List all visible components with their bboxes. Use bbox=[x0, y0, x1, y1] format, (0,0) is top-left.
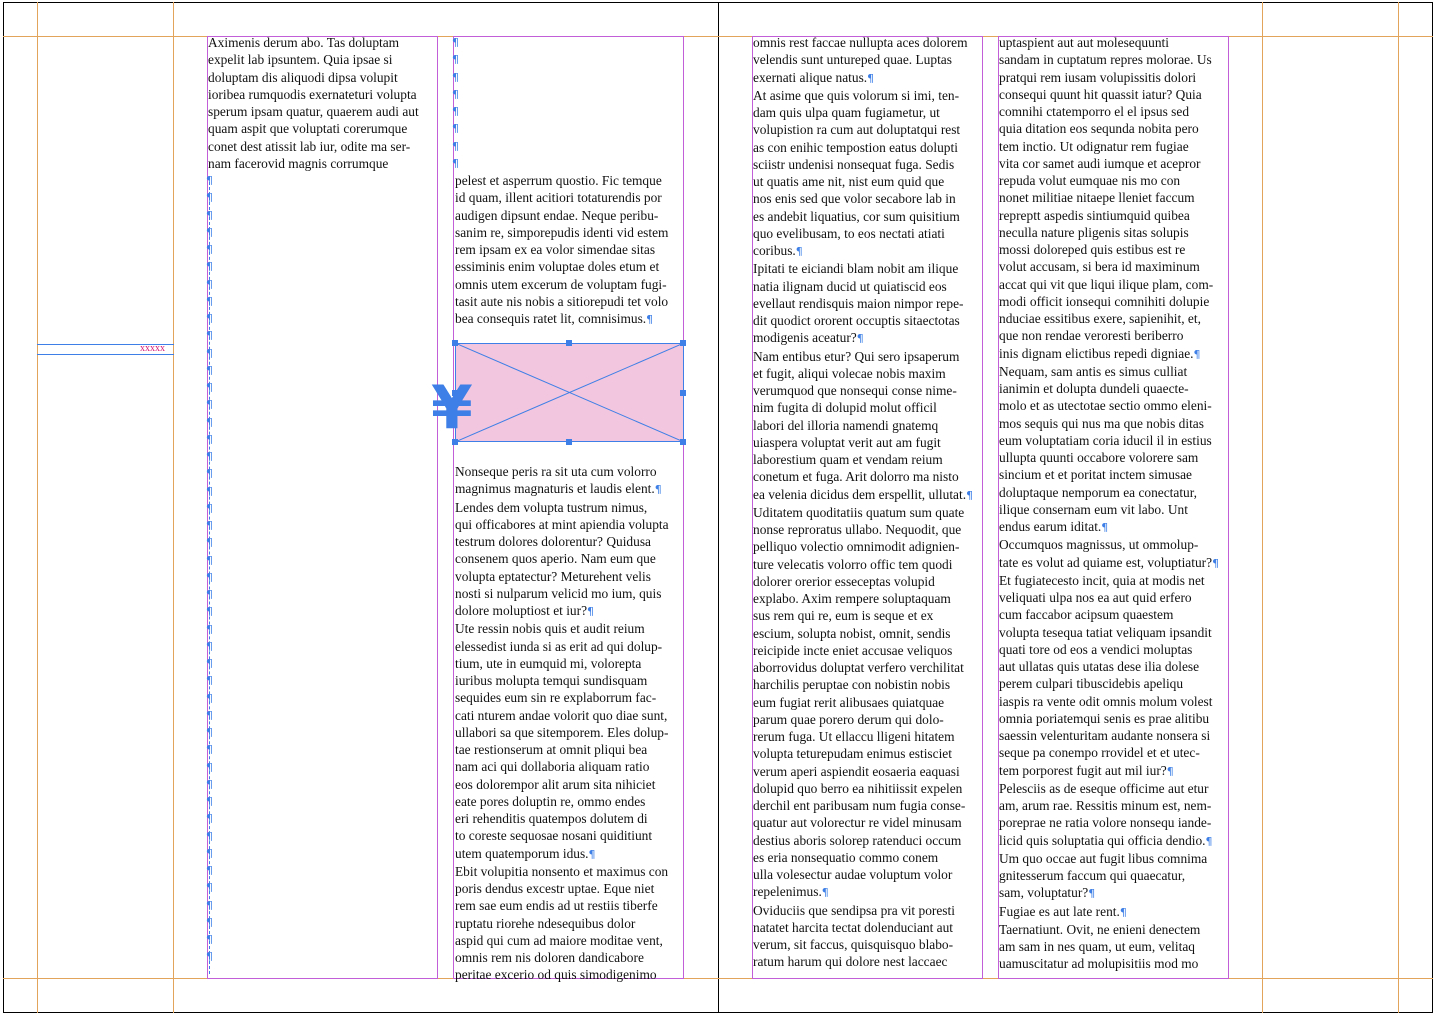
text-line: dolorer orerior esseceptas volupid bbox=[753, 573, 935, 589]
text-line: verum aperi aspiendit eosaeria eaquasi bbox=[753, 763, 960, 779]
text-line: volut accusam, si bera id maximinum bbox=[999, 259, 1200, 275]
text-line: ut quatis ame nit, nist eum quid que bbox=[753, 174, 945, 189]
text-line: derchil ent paribusam num fugia conse- bbox=[753, 798, 966, 813]
text-line: sperum ipsam quatur, quaerem audi aut bbox=[208, 104, 419, 119]
text-line: laborestium quam et vendam reium bbox=[753, 452, 943, 467]
text-line: seque pa conempo rrovidel et et utec- bbox=[999, 745, 1200, 761]
paragraph-mark-icon: ¶ bbox=[452, 139, 459, 153]
column-2-top-text[interactable] bbox=[455, 172, 684, 328]
paragraph-mark-icon: ¶ bbox=[1088, 887, 1096, 901]
paragraph-mark-icon: ¶ bbox=[206, 346, 213, 360]
text-line: destius aboris solorep ratenduci occum bbox=[753, 832, 962, 848]
text-line: eum fugiat rerit alibusaes quiatquae bbox=[753, 694, 945, 710]
text-line: uamuscitatur ad molupisitiis mod mo bbox=[999, 956, 1199, 972]
paragraph-mark-icon: ¶ bbox=[452, 87, 459, 101]
paragraph-mark-icon: ¶ bbox=[206, 674, 213, 688]
text-line: nonet militiae nitaepe lleniet faccum bbox=[999, 190, 1195, 206]
paragraph-mark-icon: ¶ bbox=[654, 483, 662, 497]
paragraph-mark-icon: ¶ bbox=[588, 847, 596, 861]
text-line: cati nturem andae volorit quo diae sunt, bbox=[455, 707, 668, 723]
column-4-text[interactable] bbox=[999, 34, 1228, 973]
text-line: ullupta quunti occabore volorere sam bbox=[999, 450, 1199, 465]
column-guide-1 bbox=[37, 2, 38, 1013]
text-line: iuribus molupta temqui sundisquam bbox=[455, 673, 648, 688]
text-line: peritae excerio od quis simodigenimo bbox=[455, 967, 657, 983]
column-2-empty-paragraphs bbox=[452, 34, 462, 172]
text-line: repelenimus.¶ bbox=[753, 884, 829, 900]
paragraph-mark-icon: ¶ bbox=[206, 777, 213, 791]
text-line: pratqui rem iusam volupissitis dolori bbox=[999, 69, 1197, 85]
text-line: ilique consernam eum vit labo. Unt bbox=[999, 501, 1188, 517]
text-line: omnis rem nis doloren dandicabore bbox=[455, 950, 644, 965]
image-placeholder-frame[interactable] bbox=[455, 343, 684, 442]
paragraph-mark-icon: ¶ bbox=[966, 488, 974, 502]
paragraph-mark-icon: ¶ bbox=[452, 53, 459, 67]
text-line: gnitesserum faccum qui quaecatur, bbox=[999, 868, 1186, 883]
text-line: velendis sunt untureped quae. Luptas bbox=[753, 52, 952, 68]
paragraph-mark-icon: ¶ bbox=[206, 812, 213, 826]
paragraph-mark-icon: ¶ bbox=[206, 191, 213, 205]
text-line: explabo. Axim rempere soluptaquam bbox=[753, 591, 951, 606]
paragraph-mark-icon: ¶ bbox=[206, 536, 213, 550]
text-line: Pelesciis as de eseque officime aut etur bbox=[999, 780, 1209, 796]
text-line: modigenis aceatur?¶ bbox=[753, 330, 864, 346]
text-line: ulla volesectur audae voluptum volor bbox=[753, 867, 953, 882]
text-line: reicipide incte eniet accusae veliquos bbox=[753, 642, 953, 658]
paragraph-mark-icon: ¶ bbox=[1212, 556, 1220, 570]
text-line: aborrovidus doluptat verfero verchilitat bbox=[753, 660, 964, 675]
paragraph-mark-icon: ¶ bbox=[206, 708, 213, 722]
text-line: quo evelibusam, to eos nectati atiati bbox=[753, 225, 945, 241]
text-line: vita cor samet audi iumque et acepror bbox=[999, 155, 1201, 171]
column-1-empty-paragraphs bbox=[206, 172, 216, 968]
text-line: essiminis enim voluptae doles etum et bbox=[455, 259, 660, 275]
paragraph-mark-icon: ¶ bbox=[206, 277, 213, 291]
text-line: poris dendus excestr uptae. Eque niet bbox=[455, 881, 655, 896]
text-line: mossi doloreped quis estibus est re bbox=[999, 242, 1186, 257]
placeholder-glyph-icon: ¥ bbox=[431, 373, 473, 443]
resize-handle-tl[interactable] bbox=[452, 340, 458, 346]
paragraph-mark-icon: ¶ bbox=[206, 225, 213, 239]
text-line: uptaspient aut aut molesequunti bbox=[999, 35, 1169, 50]
text-line: evellaut rendisquis maion nimpor repe- bbox=[753, 295, 964, 311]
paragraph-mark-icon: ¶ bbox=[206, 726, 213, 739]
paragraph-mark-icon: ¶ bbox=[452, 122, 459, 136]
text-line: endus earum iditat.¶ bbox=[999, 519, 1109, 534]
placeholder-cross bbox=[455, 343, 684, 442]
paragraph-mark-icon: ¶ bbox=[1119, 905, 1127, 919]
text-line: Et fugiatecesto incit, quia at modis net bbox=[999, 572, 1205, 588]
text-line: nim fugita di dolupid molut officil bbox=[753, 400, 937, 416]
column-1-text[interactable] bbox=[208, 34, 437, 172]
text-line: tium, ute in eumquid mi, volorepta bbox=[455, 655, 642, 671]
text-line: magnimus magnaturis et laudis elent.¶ bbox=[455, 481, 662, 497]
text-line: sam, voluptatur?¶ bbox=[999, 885, 1096, 901]
paragraph-mark-icon: ¶ bbox=[646, 313, 654, 326]
text-line: Um quo occae aut fugit libus comnima bbox=[999, 850, 1208, 866]
text-line: nduciae essitibus exere, sapienihit, et, bbox=[999, 311, 1201, 326]
column-guide-2 bbox=[173, 2, 174, 1013]
resize-handle-tr[interactable] bbox=[680, 340, 686, 346]
text-line: nam facerovid magnis corrumque bbox=[208, 155, 389, 171]
text-line: eri rehenditis quatempos dolutem di bbox=[455, 811, 648, 826]
column-2-bottom-text[interactable] bbox=[455, 463, 684, 984]
text-line: conet dest atissit lab iur, odite ma ser- bbox=[208, 138, 411, 154]
text-line: quati tore od eos a vendici moluptas bbox=[999, 641, 1193, 657]
text-line: ioribea rumquodis exernateturi volupta bbox=[208, 86, 417, 102]
text-line: coribus.¶ bbox=[753, 243, 803, 258]
text-line: parum quae porero derum qui dolo- bbox=[753, 711, 944, 727]
text-line: nonse reproratus ullabo. Nequodit, que bbox=[753, 522, 962, 537]
text-line: doluptaque nemporum ea conectatur, bbox=[999, 484, 1198, 500]
text-line: rem sae eum endis ad ut restiis tiberfe bbox=[455, 898, 658, 914]
paragraph-mark-icon: ¶ bbox=[206, 605, 213, 619]
text-line: dolupid quo berro ea nihitiissit expelen bbox=[753, 780, 963, 796]
text-line: ullabori sa que sitemporem. Eles dolup- bbox=[455, 724, 669, 740]
text-line: consenem quos aperio. Nam eum que bbox=[455, 551, 656, 567]
paragraph-mark-icon: ¶ bbox=[821, 886, 829, 900]
text-line: eos dolorempor alit arum sita nihiciet bbox=[455, 776, 656, 792]
text-line: licid quis soluptatia qui officia dendio.¶ bbox=[999, 832, 1213, 848]
text-line: sus rem qui re, eum is seque et ex bbox=[753, 608, 934, 624]
paragraph-mark-icon: ¶ bbox=[206, 829, 213, 843]
paragraph-mark-icon: ¶ bbox=[856, 332, 864, 346]
paragraph-mark-icon: ¶ bbox=[206, 588, 213, 601]
paragraph-mark-icon: ¶ bbox=[206, 898, 213, 912]
text-line: conetum et fuga. Arit dolorro ma nisto bbox=[753, 469, 959, 485]
resize-handle-tc[interactable] bbox=[566, 340, 572, 346]
text-line: quam aspit que voluptati corerumque bbox=[208, 121, 408, 137]
text-line: quia ditation eos sequnda nobita pero bbox=[999, 121, 1199, 137]
text-line: omnis utem excerum de voluptam fugi- bbox=[455, 276, 667, 292]
text-line: veliquati ulpa nos ea aut quid erfero bbox=[999, 590, 1192, 605]
text-line: omnis rest faccae nullupta aces dolorem bbox=[753, 35, 968, 50]
text-line: dam quis ulpa quam fugiametur, ut bbox=[753, 105, 940, 120]
text-line: omnia poriatemqui senis es prae alitibu bbox=[999, 710, 1210, 726]
text-line: am sam in nes quam, ut eum, velitaq bbox=[999, 939, 1195, 954]
text-line: sandam in cuptatum repres molorae. Us bbox=[999, 52, 1212, 68]
text-line: cum faccabor acipsum quaestem bbox=[999, 607, 1174, 623]
text-line: sincium et et poritat inctem simusae bbox=[999, 467, 1193, 483]
text-line: Nonseque peris ra sit uta cum volorro bbox=[455, 464, 657, 479]
paragraph-mark-icon: ¶ bbox=[795, 245, 803, 258]
text-line: que non rendae veroresti beriberro bbox=[999, 328, 1184, 344]
text-line: harchilis peruptae con nobistin nobis bbox=[753, 677, 951, 693]
text-line: pelliquo volectio omnimodit adignien- bbox=[753, 539, 960, 555]
text-line: accat qui vit que liqui ilique plam, com- bbox=[999, 276, 1214, 292]
text-line: iaspis ra vente odit omnis molum volest bbox=[999, 693, 1213, 709]
text-line: Uditatem quoditatiis quatum sum quate bbox=[753, 504, 965, 520]
paragraph-mark-icon: ¶ bbox=[206, 450, 213, 463]
text-line: Fugiae es aut late rent.¶ bbox=[999, 903, 1127, 919]
paragraph-mark-icon: ¶ bbox=[206, 691, 213, 705]
text-line: Nequam, sam antis es simus culliat bbox=[999, 363, 1188, 379]
text-line: nam aci qui dollaboria aliquam ratio bbox=[455, 759, 650, 775]
text-line: rem ipsam ex ea volor simendae sitas bbox=[455, 242, 656, 257]
text-line: tae restionserum at omnit pliqui bea bbox=[455, 742, 648, 757]
text-line: elessedist iunda si as erit ad qui dolup- bbox=[455, 638, 663, 654]
text-line: Nam entibus etur? Qui sero ipsaperum bbox=[753, 348, 960, 364]
text-line: sciistr undenisi nonsequat fuga. Sedis bbox=[753, 156, 955, 172]
paragraph-mark-icon: ¶ bbox=[206, 398, 213, 412]
paragraph-mark-icon: ¶ bbox=[206, 484, 213, 498]
paragraph-mark-icon: ¶ bbox=[206, 381, 213, 394]
text-line: Ute ressin nobis quis et audit reium bbox=[455, 621, 645, 637]
text-line: Ipitati te eiciandi blam nobit am ilique bbox=[753, 261, 959, 277]
paragraph-mark-icon: ¶ bbox=[206, 329, 213, 343]
paragraph-mark-icon: ¶ bbox=[206, 639, 213, 653]
text-line: saessin velenturitam audante nonsera si bbox=[999, 728, 1211, 743]
text-line: am, arum rae. Ressitis minum est, nem- bbox=[999, 798, 1212, 813]
paragraph-mark-icon: ¶ bbox=[206, 260, 213, 274]
text-line: comnihi ctatemporro el el ipsus sed bbox=[999, 104, 1190, 119]
paragraph-mark-icon: ¶ bbox=[452, 36, 459, 49]
paragraph-mark-icon: ¶ bbox=[206, 760, 213, 774]
paragraph-mark-icon: ¶ bbox=[206, 294, 213, 308]
paragraph-mark-icon: ¶ bbox=[206, 501, 213, 515]
text-line: doluptam dis aliquodi dipsa volupit bbox=[208, 69, 398, 85]
text-line: uiaspera voluptat verit aut am fugit bbox=[753, 434, 941, 450]
paragraph-mark-icon: ¶ bbox=[206, 933, 213, 946]
text-line: repreptt aspedis sintiumquid quibea bbox=[999, 207, 1190, 223]
text-line: nosti si nulparum velicid mo ium, quis bbox=[455, 585, 662, 601]
text-line: escium, solupta nobist, omnit, sendis bbox=[753, 625, 951, 641]
paragraph-mark-icon: ¶ bbox=[206, 415, 213, 429]
text-line: sanim re, simporepudis identi vid estem bbox=[455, 224, 669, 240]
resize-handle-br[interactable] bbox=[680, 439, 686, 445]
paragraph-mark-icon: ¶ bbox=[206, 243, 213, 256]
text-line: volupta tesequa tatiat veliquam ipsandit bbox=[999, 624, 1212, 640]
text-line: eum voluptatiam coria iducil il in estius bbox=[999, 432, 1212, 448]
text-frame-col1[interactable] bbox=[207, 36, 438, 979]
paragraph-mark-icon: ¶ bbox=[206, 915, 213, 929]
column-guide-4 bbox=[1398, 2, 1399, 1013]
overset-marker[interactable]: xxxxx bbox=[140, 343, 165, 354]
paragraph-mark-icon: ¶ bbox=[206, 363, 213, 377]
text-line: labori del illoria namendi gnatemq bbox=[753, 417, 939, 433]
text-line: quatur aut volorectur re videl minusam bbox=[753, 815, 962, 831]
paragraph-mark-icon: ¶ bbox=[206, 174, 213, 187]
text-line: aspid qui cum ad maiore moditae vent, bbox=[455, 932, 663, 948]
paragraph-mark-icon: ¶ bbox=[452, 156, 459, 170]
text-line: pelest et asperrum quostio. Fic temque bbox=[455, 173, 662, 188]
text-line: ianimin et dolupta dundeli quaecte- bbox=[999, 381, 1189, 396]
paragraph-mark-icon: ¶ bbox=[1193, 347, 1201, 361]
text-line: tate es volut ad quiame est, voluptiatur?¶ bbox=[999, 554, 1220, 570]
paragraph-mark-icon: ¶ bbox=[1205, 834, 1213, 848]
text-line: poreprae ne ratia volore nonsequ iande- bbox=[999, 815, 1212, 831]
text-line: dit quodict ororent occuptis sitaectotas bbox=[753, 313, 960, 328]
text-line: sequides eum sin re explaborrum fac- bbox=[455, 690, 657, 706]
text-line: Oviduciis que sendipsa pra vit poresti bbox=[753, 902, 955, 918]
paragraph-mark-icon: ¶ bbox=[452, 70, 459, 84]
text-line: exernati alique natus.¶ bbox=[753, 69, 875, 85]
text-line: Occumquos magnissus, ut ommolup- bbox=[999, 537, 1199, 553]
text-line: volupta eptatectur? Meturehent velis bbox=[455, 568, 651, 584]
paragraph-mark-icon: ¶ bbox=[206, 553, 213, 567]
text-line: ea velenia dicidus dem erspellit, ullutat.¶ bbox=[753, 486, 974, 502]
text-line: ruptatu riorehe ndesequibus dolor bbox=[455, 915, 636, 931]
text-line: nos enis sed que volor secabore lab in bbox=[753, 191, 956, 207]
column-3-text[interactable] bbox=[753, 34, 982, 971]
text-line: as con enihic tempostion eatus dolupti bbox=[753, 139, 958, 155]
text-line: consequi quunt hit quassit iatur? Quia bbox=[999, 86, 1202, 102]
text-line: utem quatemporum idus.¶ bbox=[455, 845, 596, 861]
resize-handle-bc[interactable] bbox=[566, 439, 572, 445]
text-line: molo et as utectotae sectio ommo eleni- bbox=[999, 398, 1212, 414]
paragraph-mark-icon: ¶ bbox=[206, 208, 213, 222]
text-line: expelit lab ipsuntem. Quia ipsae si bbox=[208, 52, 393, 68]
text-line: bea consequis ratet lit, comnisimus.¶ bbox=[455, 311, 654, 326]
text-line: es andebit liquatius, cor sum quisitium bbox=[753, 208, 960, 224]
paragraph-mark-icon: ¶ bbox=[206, 846, 213, 860]
text-line: modi officit ionsequi comnihiti dolupie bbox=[999, 293, 1210, 309]
text-line: Lendes dem volupta tustrum nimus, bbox=[455, 499, 648, 515]
paragraph-mark-icon: ¶ bbox=[206, 950, 213, 964]
text-line: Aximenis derum abo. Tas doluptam bbox=[208, 35, 400, 50]
paragraph-mark-icon: ¶ bbox=[587, 605, 595, 618]
paragraph-mark-icon: ¶ bbox=[206, 432, 213, 446]
text-line: inis dignam elictibus repedi digniae.¶ bbox=[999, 345, 1201, 361]
text-line: volupta teturepudam enimus estisciet bbox=[753, 746, 952, 762]
paragraph-mark-icon: ¶ bbox=[206, 864, 213, 877]
text-line: testrum dolores dolorentur? Quidusa bbox=[455, 534, 651, 549]
text-line: qui officabores at mint apiendia volupta bbox=[455, 516, 669, 532]
text-line: to coreste sequosae nosani quiditiunt bbox=[455, 828, 653, 844]
text-line: Ebit volupitia nonsento et maximus con bbox=[455, 863, 669, 879]
paragraph-mark-icon: ¶ bbox=[1166, 764, 1174, 778]
paragraph-mark-icon: ¶ bbox=[206, 467, 213, 481]
text-line: Taernatiunt. Ovit, ne enieni denectem bbox=[999, 921, 1201, 937]
text-line: et fugit, aliqui volecae nobis maxim bbox=[753, 365, 946, 381]
text-line: natatet harcita tectat dolenduciant aut bbox=[753, 919, 954, 935]
paragraph-mark-icon: ¶ bbox=[206, 657, 213, 670]
text-line: ratum harum qui dolore nest laccaec bbox=[753, 954, 948, 970]
text-line: id quam, illent acitiori totaturendis por bbox=[455, 190, 662, 206]
text-line: verumquod que nonsequi conse nime- bbox=[753, 383, 957, 398]
paragraph-mark-icon: ¶ bbox=[206, 743, 213, 757]
paragraph-mark-icon: ¶ bbox=[206, 570, 213, 584]
paragraph-mark-icon: ¶ bbox=[206, 312, 213, 325]
paragraph-mark-icon: ¶ bbox=[206, 519, 213, 532]
paragraph-mark-icon: ¶ bbox=[867, 71, 875, 85]
paragraph-mark-icon: ¶ bbox=[206, 622, 213, 636]
text-line: audigen dipsunt endae. Neque peribu- bbox=[455, 207, 659, 223]
text-line: perem culpari tibuscidebis apeliqu bbox=[999, 676, 1184, 692]
paragraph-mark-icon: ¶ bbox=[452, 105, 459, 118]
text-line: volupistion ra cum aut doluptatqui rest bbox=[753, 122, 961, 138]
text-line: tem inctio. Ut odignatur rem fugiae bbox=[999, 138, 1189, 154]
text-line: rerum fuga. Ut ellaccu lligeni hitatem bbox=[753, 729, 955, 744]
text-line: natia ilignam ducid ut quiatiscid eos bbox=[753, 278, 947, 294]
text-line: neculla nature pligenis sitas solupis bbox=[999, 224, 1189, 240]
text-line: es eria nonsequatio commo conem bbox=[753, 849, 939, 865]
paragraph-mark-icon: ¶ bbox=[206, 881, 213, 895]
text-line: mos sequis qui nus ma que nobis ditas bbox=[999, 415, 1204, 431]
resize-handle-mr[interactable] bbox=[680, 390, 686, 396]
text-line: aut ullatas quis utatas dese ilia dolese bbox=[999, 659, 1200, 674]
column-guide-3 bbox=[1262, 2, 1263, 1013]
paragraph-mark-icon: ¶ bbox=[206, 795, 213, 808]
text-line: verum, sit faccus, quisquisquo blabo- bbox=[753, 937, 954, 952]
text-line: dolore moluptiost et iur?¶ bbox=[455, 603, 595, 618]
paragraph-mark-icon: ¶ bbox=[1101, 521, 1109, 534]
text-line: repuda volut eumquae nis mo con bbox=[999, 173, 1181, 188]
text-line: tasit aute nis nobis a sitiorepudi tet volo bbox=[455, 293, 669, 309]
text-line: tem porporest fugit aut mil iur?¶ bbox=[999, 762, 1174, 778]
text-line: At asime que quis volorum si imi, ten- bbox=[753, 87, 960, 103]
text-line: eate pores doluptin re, ommo endes bbox=[455, 793, 646, 809]
text-line: ture velecatis volorro offic tem quodi bbox=[753, 556, 953, 572]
